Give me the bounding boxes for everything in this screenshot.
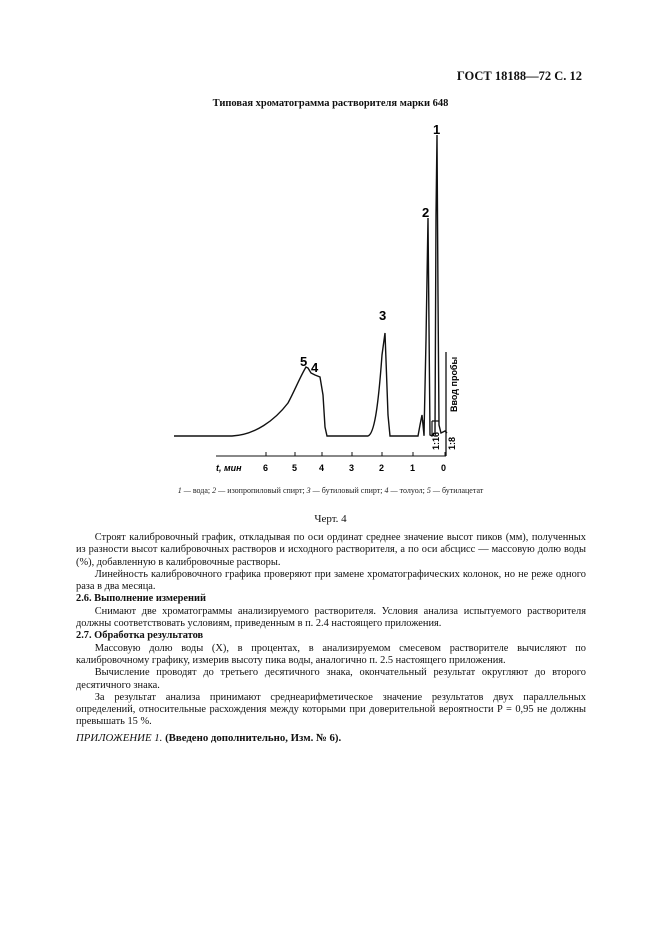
paragraph-result: За результат анализа принимают среднеарифметическое значение результатов двух параллельных определений, относительные расхождения между которыми при доверительной вероятности P = 0,95 не должны превышать 15 %. [76,691,586,728]
appendix-label: ПРИЛОЖЕНИЕ 1. [76,732,163,744]
paragraph-water-fraction: Массовую долю воды (X), в процентах, в анализируемом смесевом растворителе вычисляют по калибровочному графику, измерив высоту пика воды, аналогично п. 2.5 настоящего приложения. [76,642,586,666]
x-tick-label-3: 3 [349,463,355,473]
peak-label-2: 2 [422,205,430,220]
amendment-note: (Введено дополнительно, Изм. № 6). [165,732,342,744]
attenuation-label-1-8: 1:8 [447,436,457,450]
body-text [76,532,586,729]
x-tick-label-5: 5 [292,463,298,473]
section-heading-2-7: 2.7. Обработка результатов [76,630,204,642]
legend-text-3: бутиловый спирт; [321,486,383,495]
section-heading-2-6: 2.6. Выполнение измерений [76,593,206,605]
x-tick-label-0: 0 [441,463,447,473]
x-tick-label-6: 6 [263,463,269,473]
x-tick-label-1: 1 [410,463,416,473]
x-ticks [266,452,445,456]
legend-text-5: бутилацетат [441,486,484,495]
legend-text-1: вода; [192,486,211,495]
figure-title: Типовая хроматограмма растворителя марки 648 [212,98,449,109]
attenuation-label-1-16: 1:16 [431,431,441,450]
x-tick-label-4: 4 [319,463,325,473]
x-axis-label: t, мин [216,463,242,473]
peak-label-1: 1 [433,122,441,137]
figure-legend [0,486,661,495]
injection-label: Ввод пробы [449,356,459,412]
paragraph-measurement: Снимают две хроматограммы анализируемого растворителя. Условия анализа испытуемого растворителя должны соответствовать условиям, приведенным в п. 2.4 настоящего приложения. [76,605,586,630]
paragraph-linearity: Линейность калибровочного графика проверяют при замене хроматографических колонок, но не реже одного раза в два месяца. [76,568,586,593]
legend-text-2: изопропиловый спирт; [227,486,305,495]
page-header: ГОСТ 18188—72 С. 12 [456,69,582,83]
paragraph-calculation: Вычисление проводят до третьего десятичного знака, окончательный результат округляют до второго десятичного знака. [76,667,586,691]
x-tick-label-2: 2 [379,463,385,473]
legend-num-1: 1 — [177,486,191,495]
legend-text-4: толуол; [399,486,425,495]
legend-num-2: 2 — [212,486,226,495]
peak-label-4: 4 [311,360,319,375]
legend-num-5: 5 — [426,486,440,495]
appendix-note [76,732,341,744]
chromatogram-chart [160,115,480,480]
legend-num-4: 4 — [384,486,398,495]
figure-caption: Черт. 4 [314,513,347,525]
chromatogram-trace [174,135,447,436]
legend-num-3: 3 — [306,486,320,495]
paragraph-calibration: Строят калибровочный график, откладывая по оси ординат среднее значение высот пиков (мм), полученных из разности высот калибровочных растворов и исходного растворителя, а по оси абсцисс — массовую долю воды (%), добавленную в калибровочные растворы. [76,532,586,568]
peak-label-5: 5 [300,354,308,369]
peak-label-3: 3 [379,308,387,323]
